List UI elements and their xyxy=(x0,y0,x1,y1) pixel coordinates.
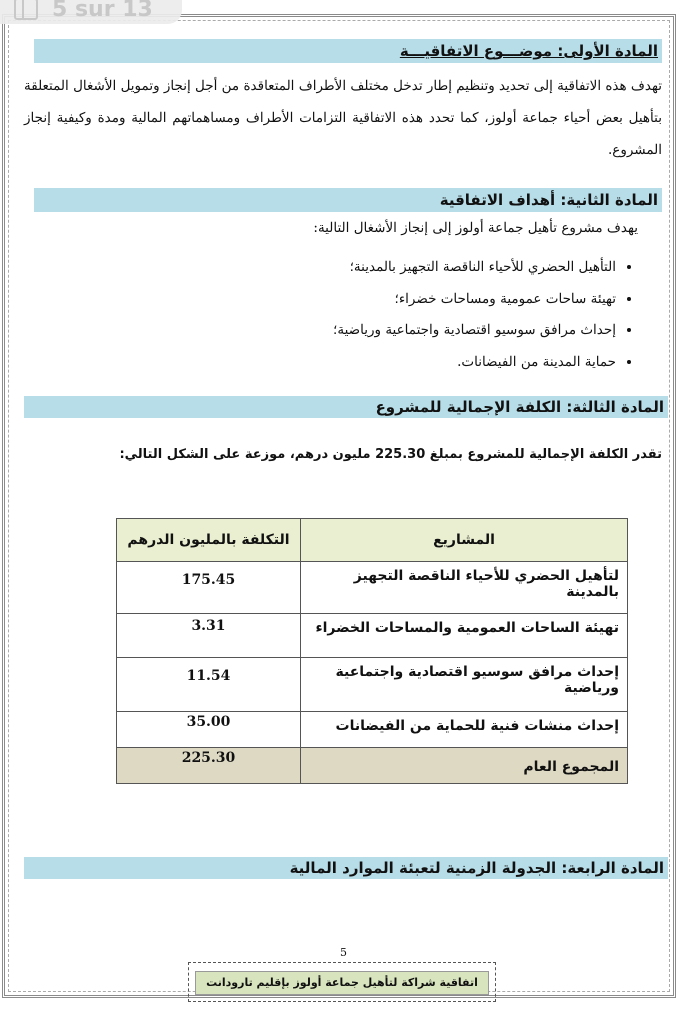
project-cost: 11.54 xyxy=(117,658,301,712)
list-item: • التأهيل الحضري للأحياء الناقصة التجهيز بالمدينة؛ xyxy=(196,252,616,284)
article3-heading-text: المادة الثالثة: الكلفة الإجمالية للمشروع xyxy=(375,398,664,416)
article2-intro: يهدف مشروع تأهيل جماعة أولوز إلى إنجاز الأشغال التالية: xyxy=(313,220,638,236)
article1-heading xyxy=(34,39,662,63)
page-icon xyxy=(14,0,38,20)
article4-heading xyxy=(24,857,668,879)
list-item: • تهيئة ساحات عمومية ومساحات خضراء؛ xyxy=(196,284,616,316)
table-row xyxy=(117,658,628,712)
table-row xyxy=(117,562,628,614)
table-total-row xyxy=(117,748,628,784)
article1-body: تهدف هذه الاتفاقية إلى تحديد وتنظيم إطار تدخل مختلف الأطراف المتعاقدة من أجل إنجاز وتمويل الأشغال المتعلقة بتأهيل بعض أحياء جماعة أولوز، كما تحدد هذه الاتفاقية التزامات الأطراف ومساهماتهم المالية ومدة وكيفية إنجاز المشروع. xyxy=(24,78,662,158)
project-name: تهيئة الساحات العمومية والمساحات الخضراء xyxy=(301,614,628,658)
list-item: • حماية المدينة من الفيضانات. xyxy=(196,347,616,379)
objectives-list xyxy=(196,252,638,378)
table-header-row xyxy=(117,519,628,562)
page-number: 5 xyxy=(340,946,347,959)
project-name: لتأهيل الحضري للأحياء الناقصة التجهيز بالمدينة xyxy=(301,562,628,614)
footer-box xyxy=(188,962,496,1002)
table-row xyxy=(117,712,628,748)
article4-heading-text: المادة الرابعة: الجدولة الزمنية لتعبئة الموارد المالية xyxy=(289,859,664,877)
list-item: • إحداث مرافق سوسيو اقتصادية واجتماعية ورياضية؛ xyxy=(196,315,616,347)
header-projects: المشاريع xyxy=(301,519,628,562)
article2-heading xyxy=(34,188,662,212)
total-value: 225.30 xyxy=(117,748,301,784)
page-indicator xyxy=(0,0,182,24)
header-cost: التكلفة بالمليون الدرهم xyxy=(117,519,301,562)
total-label: المجموع العام xyxy=(301,748,628,784)
footer-title: اتفاقية شراكة لتأهيل جماعة أولوز بإقليم تارودانت xyxy=(195,971,489,995)
project-cost: 3.31 xyxy=(117,614,301,658)
cost-table xyxy=(116,518,628,784)
project-name: إحداث مرافق سوسيو اقتصادية واجتماعية ورياضية xyxy=(301,658,628,712)
article3-heading xyxy=(24,396,668,418)
article2-heading-text: المادة الثانية: أهداف الاتفاقية xyxy=(439,191,658,209)
project-cost: 175.45 xyxy=(117,562,301,614)
table-row xyxy=(117,614,628,658)
page-indicator-text: 5 sur 13 xyxy=(52,0,153,22)
project-name: إحداث منشات فنية للحماية من الفيضانات xyxy=(301,712,628,748)
project-cost: 35.00 xyxy=(117,712,301,748)
article1-heading-text: المادة الأولى: موضـــوع الاتفاقيـــة xyxy=(399,42,658,60)
article3-intro: تقدر الكلفة الإجمالية للمشروع بمبلغ 225.30 مليون درهم، موزعة على الشكل التالي: xyxy=(119,447,662,462)
